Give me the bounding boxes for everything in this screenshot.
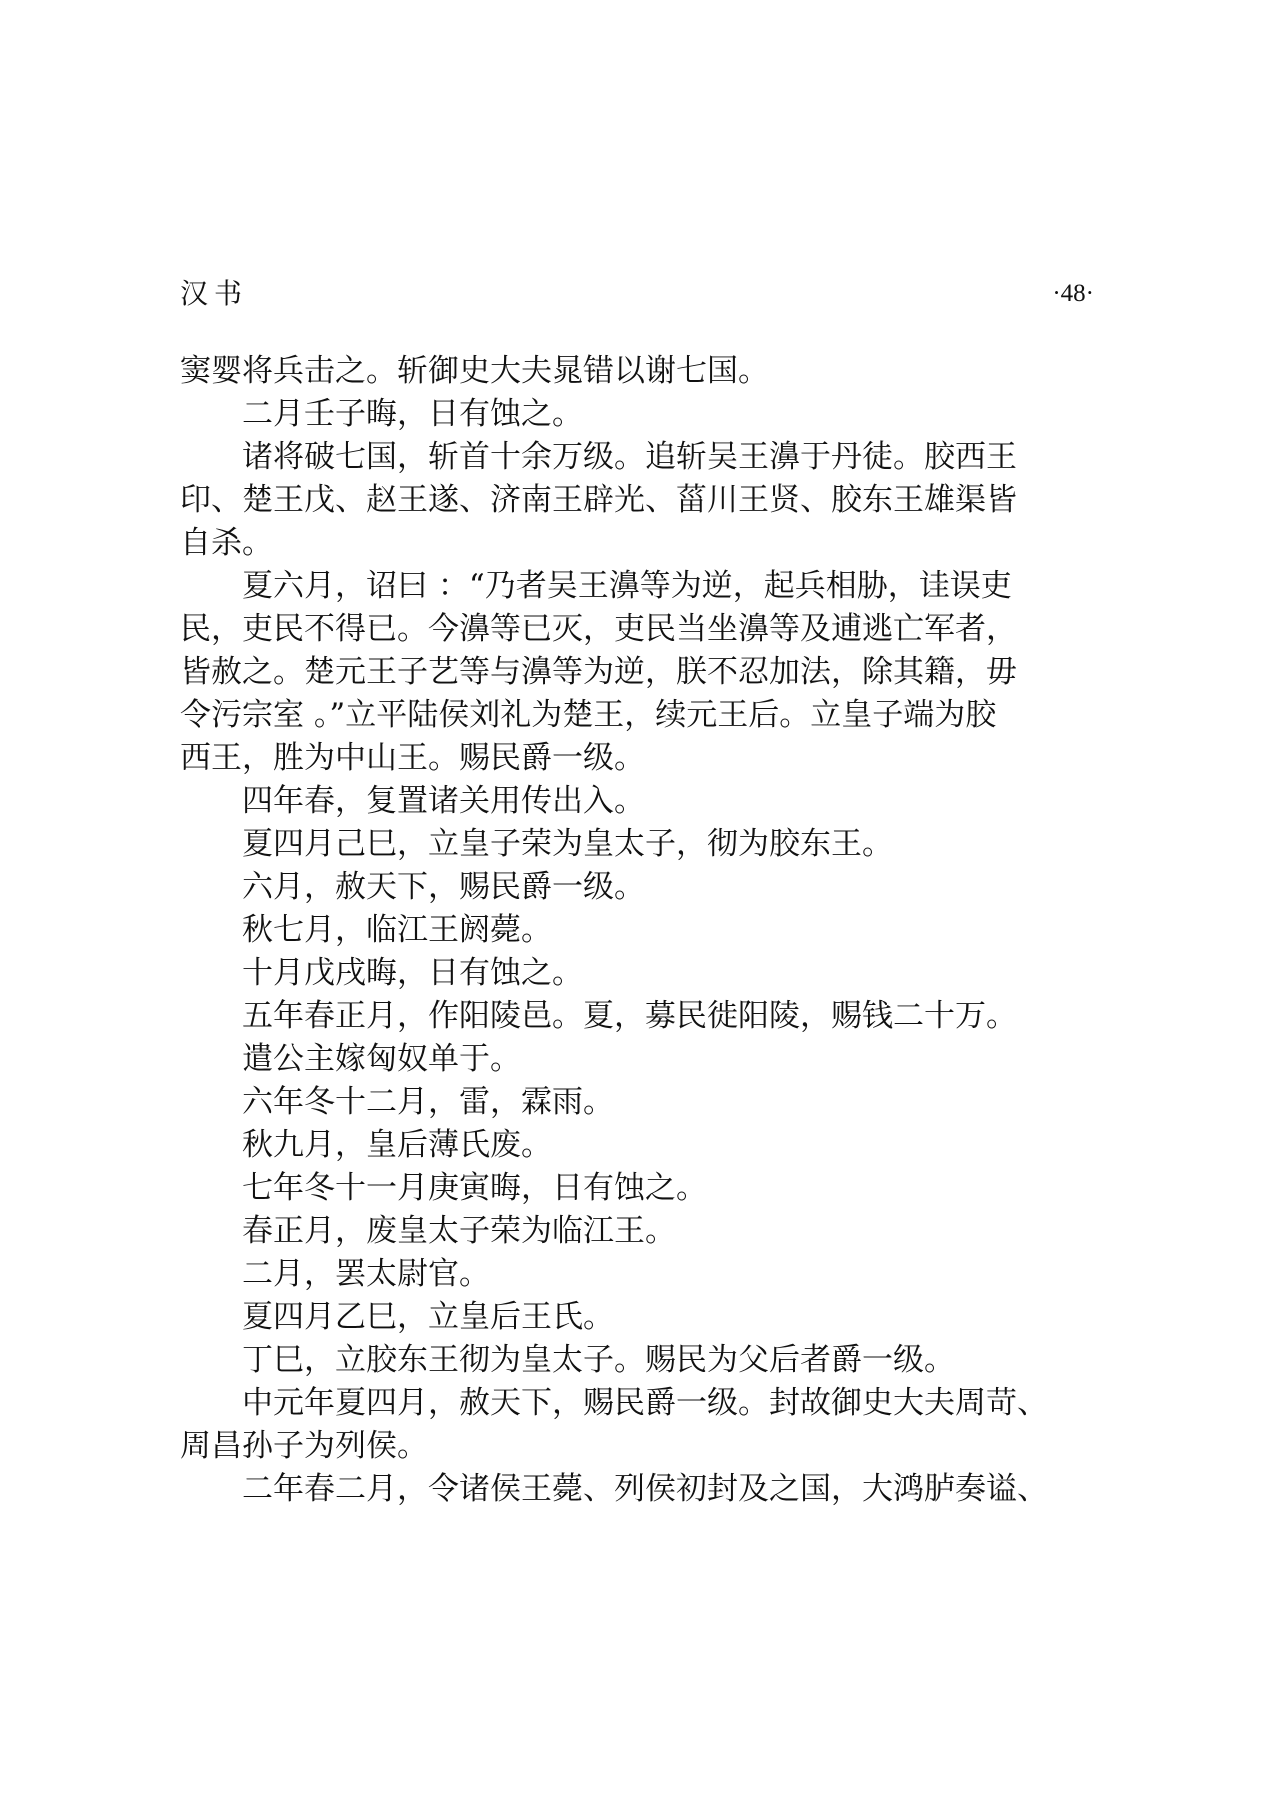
- paragraph: 十月戊戌晦，日有蚀之。: [180, 955, 583, 991]
- paragraph: 中元年夏四月，赦天下，赐民爵一级。封故御史大夫周苛、 周昌孙子为列侯。: [180, 1385, 1048, 1464]
- text-body: [180, 350, 1100, 1511]
- paragraph: 夏四月乙巳，立皇后王氏。: [180, 1299, 614, 1335]
- paragraph: 春正月，废皇太子荣为临江王。: [180, 1213, 676, 1249]
- paragraph: 七年冬十一月庚寅晦，日有蚀之。: [180, 1170, 707, 1206]
- paragraph: 秋九月，皇后薄氏废。: [180, 1127, 552, 1163]
- paragraph: 诸将破七国，斩首十余万级。追斩吴王濞于丹徒。胶西王 印、楚王戊、赵王遂、济南王辟光、菑川王贤、胶东王雄渠皆 自杀。: [180, 439, 1017, 561]
- paragraph: 六年冬十二月，雷，霖雨。: [180, 1084, 614, 1120]
- paragraph: 秋七月，临江王阏薨。: [180, 912, 552, 948]
- paragraph: 窦婴将兵击之。斩御史大夫晁错以谢七国。: [180, 353, 769, 389]
- paragraph: 夏六月，诏曰 ：“乃者吴王濞等为逆，起兵相胁，诖误吏 民，吏民不得已。今濞等已灭，吏民当坐濞等及逋逃亡军者， 皆赦之。楚元王子艺等与濞等为逆，朕不忍加法，除其籍，毋 令污宗室 。”立平陆侯刘礼为楚王，续元王后。立皇子端为胶 西王，胜为中山王。赐民爵一级。: [180, 568, 1017, 776]
- paragraph: 二月，罢太尉官。: [180, 1256, 490, 1292]
- book-title: 汉书: [180, 277, 249, 310]
- paragraph: 二年春二月，令诸侯王薨、列侯初封及之国，大鸿胪奏谥、: [180, 1471, 1048, 1507]
- paragraph: 四年春，复置诸关用传出入。: [180, 783, 645, 819]
- paragraph: 六月，赦天下，赐民爵一级。: [180, 869, 645, 905]
- paragraph: 二月壬子晦，日有蚀之。: [180, 396, 583, 432]
- paragraph: 遣公主嫁匈奴单于。: [180, 1041, 521, 1077]
- page-header: [180, 274, 1094, 314]
- paragraph: 五年春正月，作阳陵邑。夏，募民徙阳陵，赐钱二十万。: [180, 998, 1017, 1034]
- page-number: ·48·: [1052, 280, 1094, 307]
- paragraph: 夏四月己巳，立皇子荣为皇太子，彻为胶东王。: [180, 826, 893, 862]
- paragraph: 丁巳，立胶东王彻为皇太子。赐民为父后者爵一级。: [180, 1342, 955, 1378]
